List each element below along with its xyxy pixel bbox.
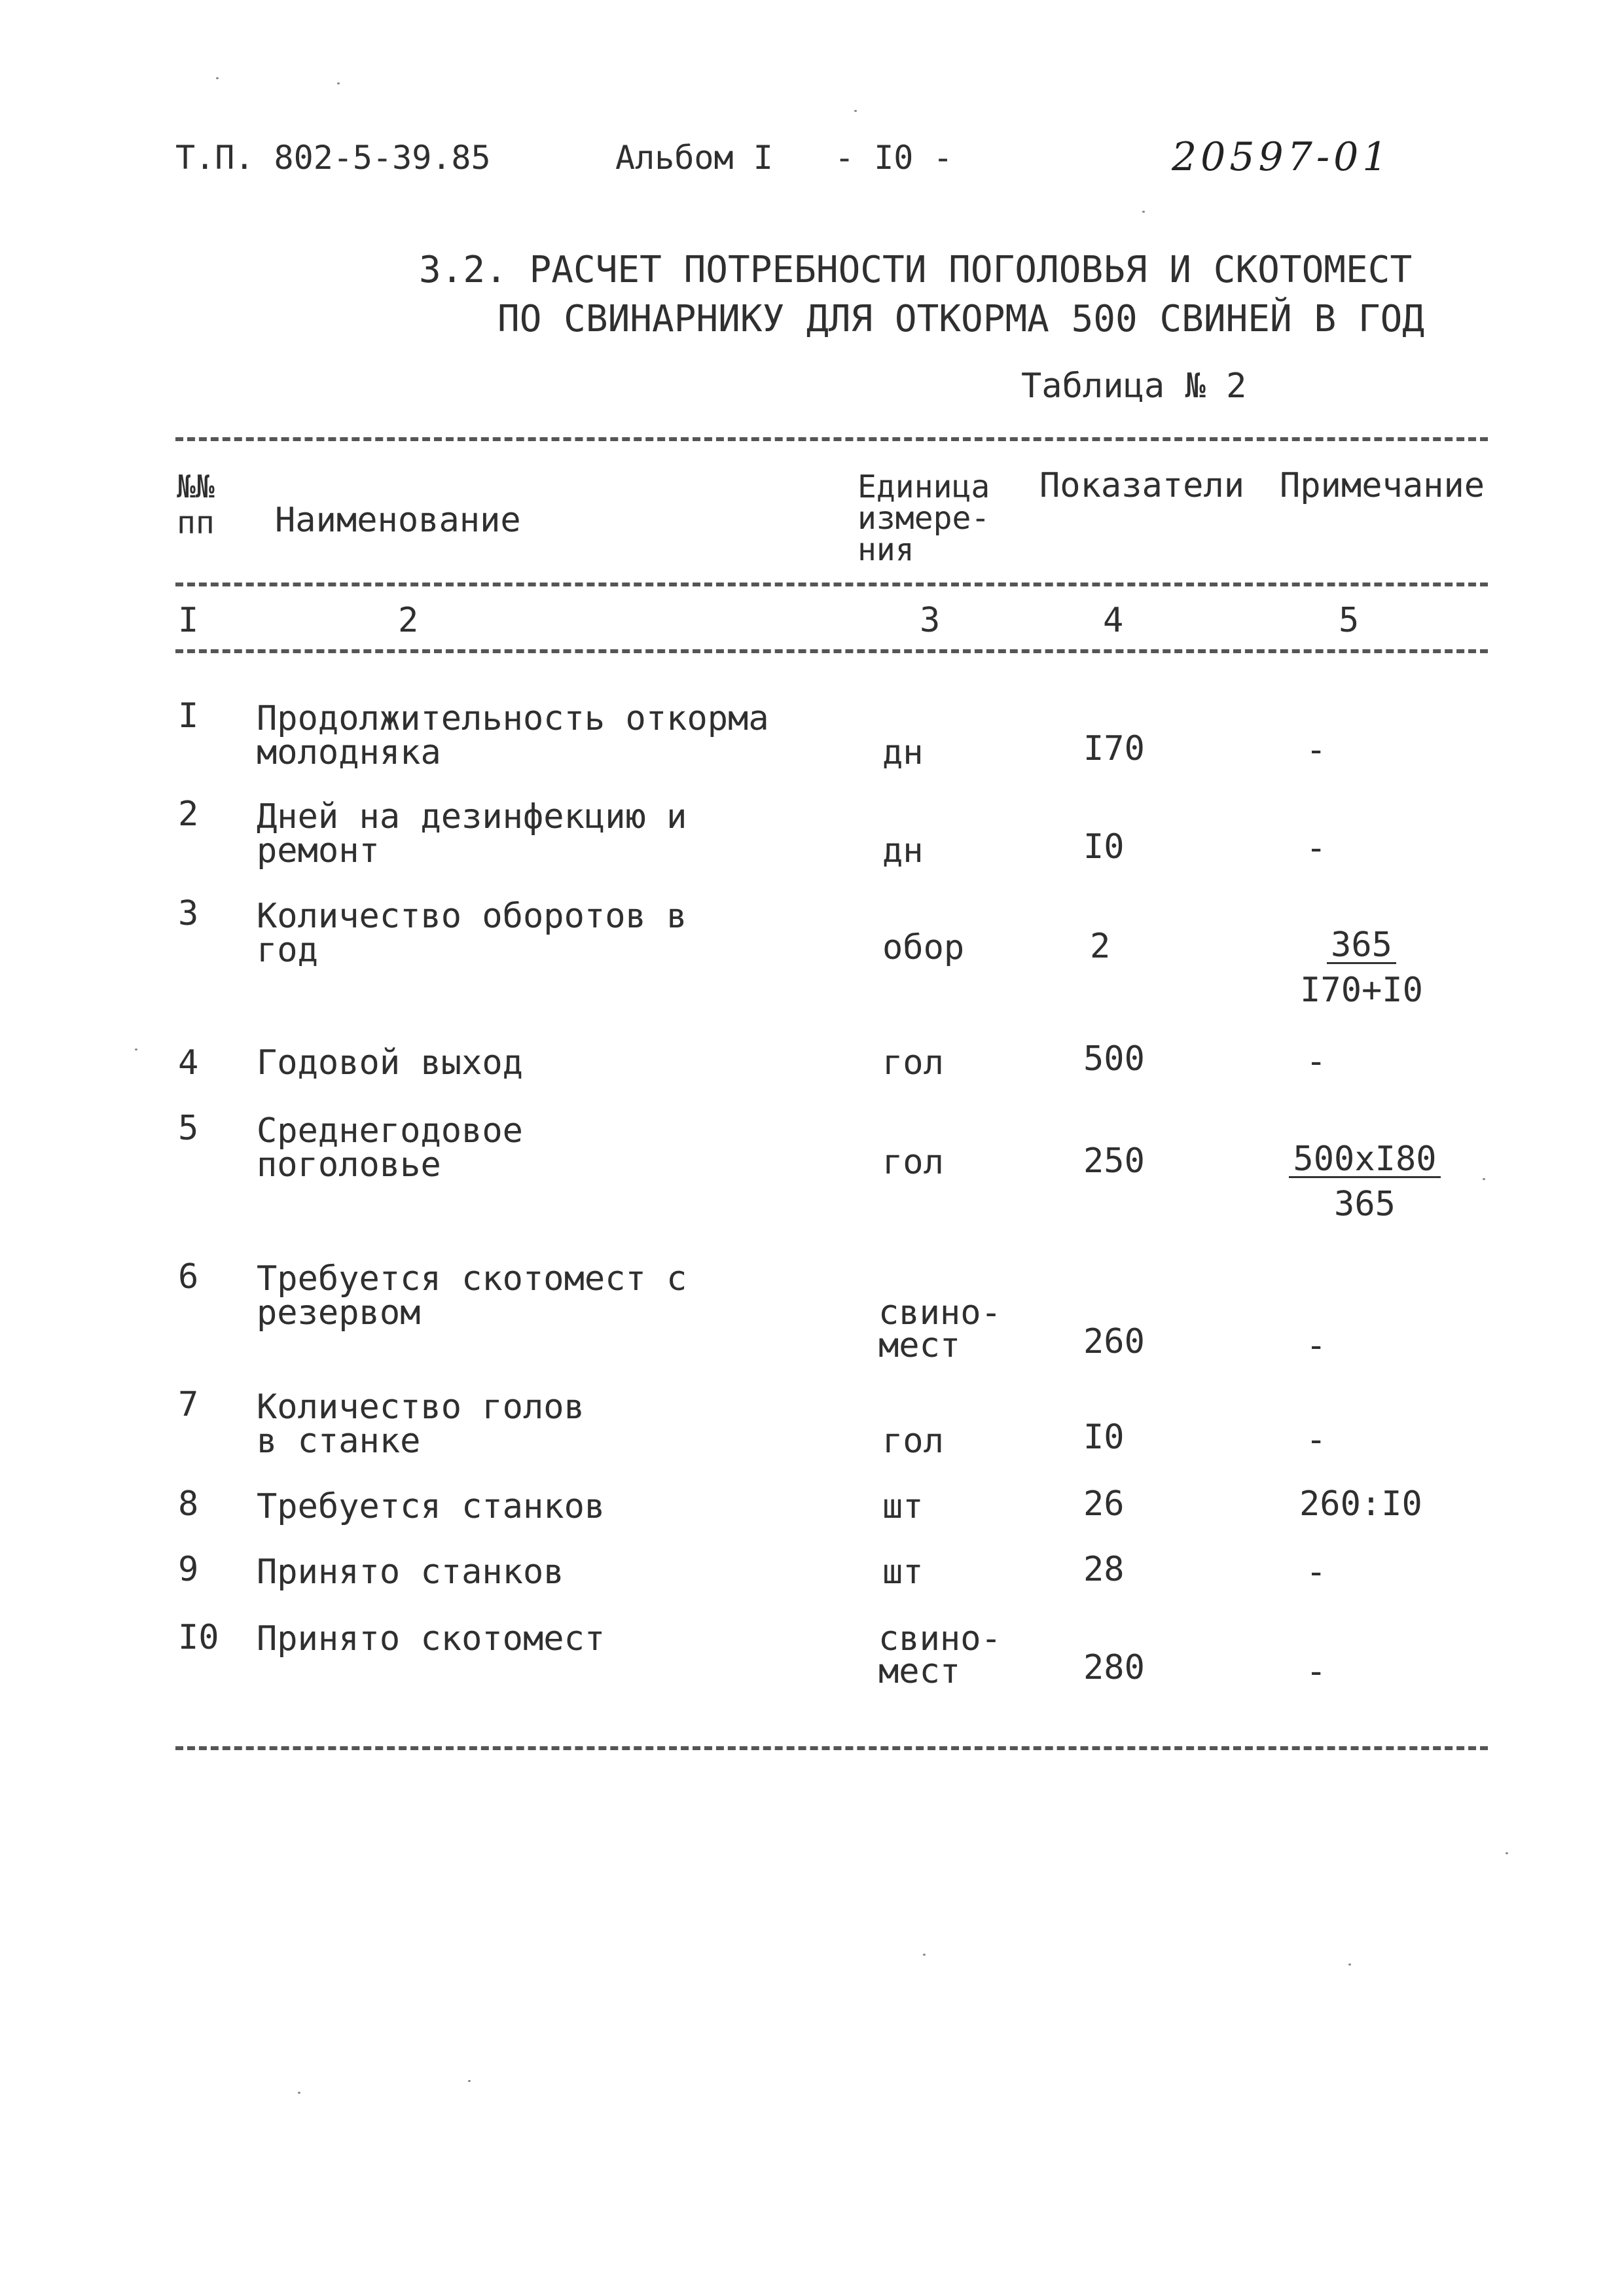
scan-speck: [1483, 1178, 1485, 1180]
scan-speck: [298, 2092, 300, 2094]
scan-speck: [1348, 1964, 1351, 1965]
header-bottom-rule: [175, 583, 1488, 586]
row-10-unit-line1: свино-: [878, 1619, 1001, 1659]
row-10-value: 280: [1083, 1648, 1145, 1687]
row-4-unit: гол: [882, 1043, 944, 1083]
title-line-2: ПО СВИНАРНИКУ ДЛЯ ОТКОРМА 500 СВИНЕЙ В ГОД: [497, 298, 1425, 340]
column-number-2: 2: [398, 601, 419, 640]
row-7-num: 7: [178, 1385, 199, 1424]
row-7-note: -: [1306, 1420, 1327, 1460]
row-5-num: 5: [178, 1109, 199, 1148]
table-top-rule: [175, 437, 1488, 441]
header-name: Наименование: [275, 501, 521, 540]
page-number: - I0 -: [835, 139, 953, 177]
header-unit-line2: измере-: [857, 500, 990, 537]
row-1-num: I: [178, 696, 199, 736]
row-5-note-fraction: [1280, 1139, 1450, 1224]
row-7-unit: гол: [882, 1422, 944, 1461]
row-5-unit: гол: [882, 1143, 944, 1182]
column-numbers-rule: [175, 649, 1488, 653]
row-4-num: 4: [178, 1043, 199, 1083]
row-9-unit: шт: [882, 1552, 924, 1592]
header-unit-line1: Единица: [857, 469, 990, 505]
column-number-5: 5: [1339, 601, 1360, 640]
row-10-note: -: [1306, 1652, 1327, 1691]
column-number-3: 3: [920, 601, 941, 640]
row-1-name-line1: Продолжительность откорма: [257, 699, 769, 738]
header-num-line1: №№: [177, 469, 215, 505]
row-3-name-line2: год: [257, 931, 318, 970]
scan-speck: [854, 110, 857, 112]
row-3-name-line1: Количество оборотов в: [257, 897, 687, 936]
row-5-note-numerator: 500хI80: [1289, 1142, 1440, 1178]
row-5-name-line1: Среднегодовое: [257, 1111, 523, 1151]
row-3-value: 2: [1090, 927, 1111, 966]
row-1-name-line2: молодняка: [257, 733, 441, 772]
header-unit-line3: ния: [857, 531, 914, 568]
row-2-num: 2: [178, 795, 199, 834]
column-number-1: I: [178, 601, 199, 640]
scan-speck: [1142, 211, 1145, 213]
row-10-name-line1: Принято скотомест: [257, 1619, 605, 1659]
table-bottom-rule: [175, 1746, 1488, 1750]
row-4-note: -: [1306, 1042, 1327, 1081]
title-line-1: 3.2. РАСЧЕТ ПОТРЕБНОСТИ ПОГОЛОВЬЯ И СКОТОМЕСТ: [419, 249, 1413, 291]
scan-speck: [216, 77, 219, 79]
row-3-note-numerator: 365: [1327, 928, 1396, 964]
row-3-note-fraction: [1280, 925, 1443, 1010]
row-5-note-denominator: 365: [1334, 1185, 1396, 1224]
row-6-unit-line1: свино-: [878, 1293, 1001, 1333]
row-6-value: 260: [1083, 1322, 1145, 1361]
row-2-name-line1: Дней на дезинфекцию и: [257, 797, 687, 836]
row-2-name-line2: ремонт: [257, 831, 380, 870]
row-9-name-line1: Принято станков: [257, 1552, 564, 1592]
row-9-note: -: [1306, 1552, 1327, 1592]
scan-speck: [337, 82, 340, 84]
document-code: Т.П. 802-5-39.85: [175, 139, 491, 177]
scan-speck: [923, 1954, 926, 1956]
row-4-value: 500: [1083, 1039, 1145, 1079]
row-7-name-line1: Количество голов: [257, 1388, 585, 1427]
row-8-note: 260:I0: [1299, 1484, 1422, 1524]
column-number-4: 4: [1103, 601, 1124, 640]
row-1-value: I70: [1083, 729, 1145, 768]
row-2-note: -: [1306, 829, 1327, 868]
row-4-name-line1: Годовой выход: [257, 1043, 523, 1083]
header-note: Примечание: [1280, 466, 1485, 505]
row-10-unit-line2: мест: [878, 1652, 961, 1691]
header-num-line2: пп: [177, 505, 215, 541]
row-6-unit-line2: мест: [878, 1326, 961, 1365]
row-6-name-line1: Требуется скотомест с: [257, 1259, 687, 1299]
row-3-num: 3: [178, 894, 199, 933]
row-7-value: I0: [1083, 1418, 1125, 1457]
row-9-num: 9: [178, 1550, 199, 1589]
scan-speck: [1506, 1852, 1508, 1854]
album-label: Альбом I: [615, 139, 773, 177]
row-3-note-denominator: I70+I0: [1300, 971, 1423, 1010]
header-value: Показатели: [1039, 466, 1245, 505]
row-5-name-line2: поголовье: [257, 1145, 441, 1185]
table-number-label: Таблица № 2: [1021, 367, 1247, 406]
row-1-note: -: [1306, 730, 1327, 770]
row-1-unit: дн: [882, 733, 924, 772]
row-2-value: I0: [1083, 827, 1125, 867]
row-3-unit: обор: [882, 928, 965, 967]
row-6-note: -: [1306, 1326, 1327, 1365]
row-2-unit: дн: [882, 831, 924, 870]
row-6-num: 6: [178, 1257, 199, 1297]
row-5-value: 250: [1083, 1141, 1145, 1181]
row-7-name-line2: в станке: [257, 1422, 421, 1461]
scan-speck: [135, 1049, 137, 1050]
row-9-value: 28: [1083, 1550, 1125, 1589]
row-8-unit: шт: [882, 1487, 924, 1526]
row-8-name-line1: Требуется станков: [257, 1487, 605, 1526]
row-8-num: 8: [178, 1484, 199, 1524]
row-6-name-line2: резервом: [257, 1293, 421, 1333]
handwritten-number: 20597-01: [1172, 134, 1392, 180]
row-10-num: I0: [178, 1618, 219, 1657]
scan-speck: [468, 2080, 471, 2082]
row-8-value: 26: [1083, 1484, 1125, 1524]
